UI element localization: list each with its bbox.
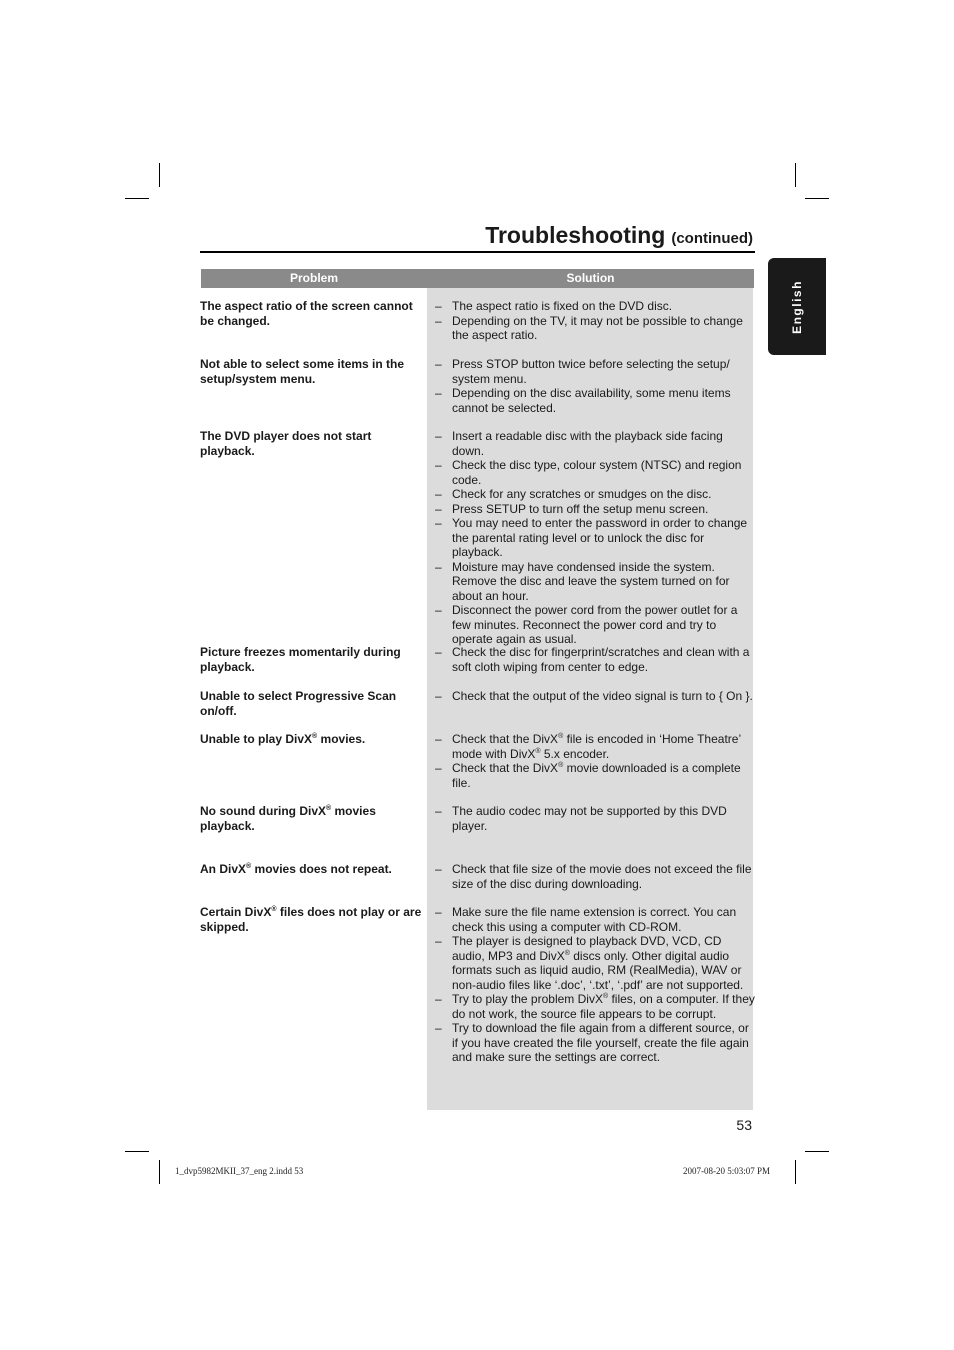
solution-list [435, 905, 755, 1065]
header-solution: Solution [566, 271, 615, 285]
solution-list [435, 429, 755, 647]
solution-item: – You may need to enter the password in order to change the parental rating level or to unlock the disc for playback. [435, 516, 755, 560]
solution-list [435, 645, 755, 674]
problem-text: Not able to select some items in the setup/system menu. [200, 357, 405, 386]
solution-item: – Depending on the disc availability, some menu items cannot be selected. [435, 386, 755, 415]
solution-item: – Insert a readable disc with the playback side facing down. [435, 429, 755, 458]
solution-item: – Make sure the file name extension is correct. You can check this using a computer with CD-ROM. [435, 905, 755, 934]
title-main: Troubleshooting [485, 222, 666, 248]
solution-item: – Check that the DivX® file is encoded in ‘Home Theatre’ mode with DivX® 5.x encoder. [435, 732, 755, 761]
solution-item: – Try to download the file again from a different source, or if you have created the file yourself, create the file again and make sure the settings are correct. [435, 1021, 755, 1065]
solution-item: – Check the disc for fingerprint/scratches and clean with a soft cloth wiping from center to edge. [435, 645, 755, 674]
crop-mark [125, 198, 149, 199]
language-tab [768, 258, 826, 355]
footer-timestamp: 2007-08-20 5:03:07 PM [683, 1166, 771, 1176]
solution-item: – The player is designed to playback DVD, VCD, CD audio, MP3 and DivX® discs only. Other digital audio formats such as liquid audio, RM (RealMedia), WAV or non-audio files like ‘.doc’, ‘.txt’, ‘.pdf’ are not supported. [435, 934, 755, 992]
solution-item: – Check that the DivX® movie downloaded is a complete file. [435, 761, 755, 790]
solution-item: – The audio codec may not be supported by this DVD player. [435, 804, 755, 833]
crop-mark [795, 163, 796, 187]
page-title [200, 222, 753, 249]
solution-item: – Check the disc type, colour system (NTSC) and region code. [435, 458, 755, 487]
solution-item: – Depending on the TV, it may not be possible to change the aspect ratio. [435, 314, 755, 343]
solution-item: – Moisture may have condensed inside the system. Remove the disc and leave the system turned on for about an hour. [435, 560, 755, 604]
crop-mark [125, 1151, 149, 1152]
solution-list [435, 804, 755, 833]
solution-list [435, 357, 755, 415]
table-header [201, 269, 754, 288]
solution-item: – Disconnect the power cord from the power outlet for a few minutes. Reconnect the power cord and try to operate again as usual. [435, 603, 755, 647]
solution-item: – Press STOP button twice before selecting the setup/ system menu. [435, 357, 755, 386]
crop-mark [159, 1160, 160, 1184]
footer-file: 1_dvp5982MKII_37_eng 2.indd 53 [175, 1166, 304, 1176]
crop-mark [805, 1151, 829, 1152]
solution-list [435, 862, 755, 891]
crop-mark [159, 163, 160, 187]
header-problem: Problem [289, 271, 338, 285]
problem-text: An DivX® movies does not repeat. [200, 862, 392, 876]
solution-list [435, 299, 755, 343]
problem-text: Picture freezes momentarily during playback. [200, 645, 401, 674]
language-tab-label: English [790, 279, 804, 334]
problem-text: The DVD player does not start playback. [200, 429, 372, 458]
solution-item: – Press SETUP to turn off the setup menu screen. [435, 502, 755, 517]
problem-text: The aspect ratio of the screen cannot be changed. [200, 299, 413, 328]
solution-item: – The aspect ratio is fixed on the DVD disc. [435, 299, 755, 314]
solution-item: – Try to play the problem DivX® files, on a computer. If they do not work, the source file appears to be corrupt. [435, 992, 755, 1021]
title-rule [200, 251, 755, 253]
solution-list [435, 732, 755, 790]
page-number: 53 [736, 1117, 752, 1133]
solution-list [435, 689, 755, 704]
solution-item: – Check for any scratches or smudges on the disc. [435, 487, 755, 502]
problem-text: Unable to select Progressive Scan on/off. [200, 689, 397, 718]
crop-mark [805, 198, 829, 199]
solution-item: – Check that the output of the video signal is turn to { On }. [435, 689, 755, 704]
title-continued: (continued) [671, 230, 753, 247]
solution-item: – Check that file size of the movie does not exceed the file size of the disc during downloading. [435, 862, 755, 891]
crop-mark [795, 1160, 796, 1184]
problem-text: No sound during DivX® movies playback. [200, 804, 376, 833]
problem-text: Certain DivX® files does not play or are skipped. [200, 905, 422, 934]
problem-text: Unable to play DivX® movies. [200, 732, 366, 746]
